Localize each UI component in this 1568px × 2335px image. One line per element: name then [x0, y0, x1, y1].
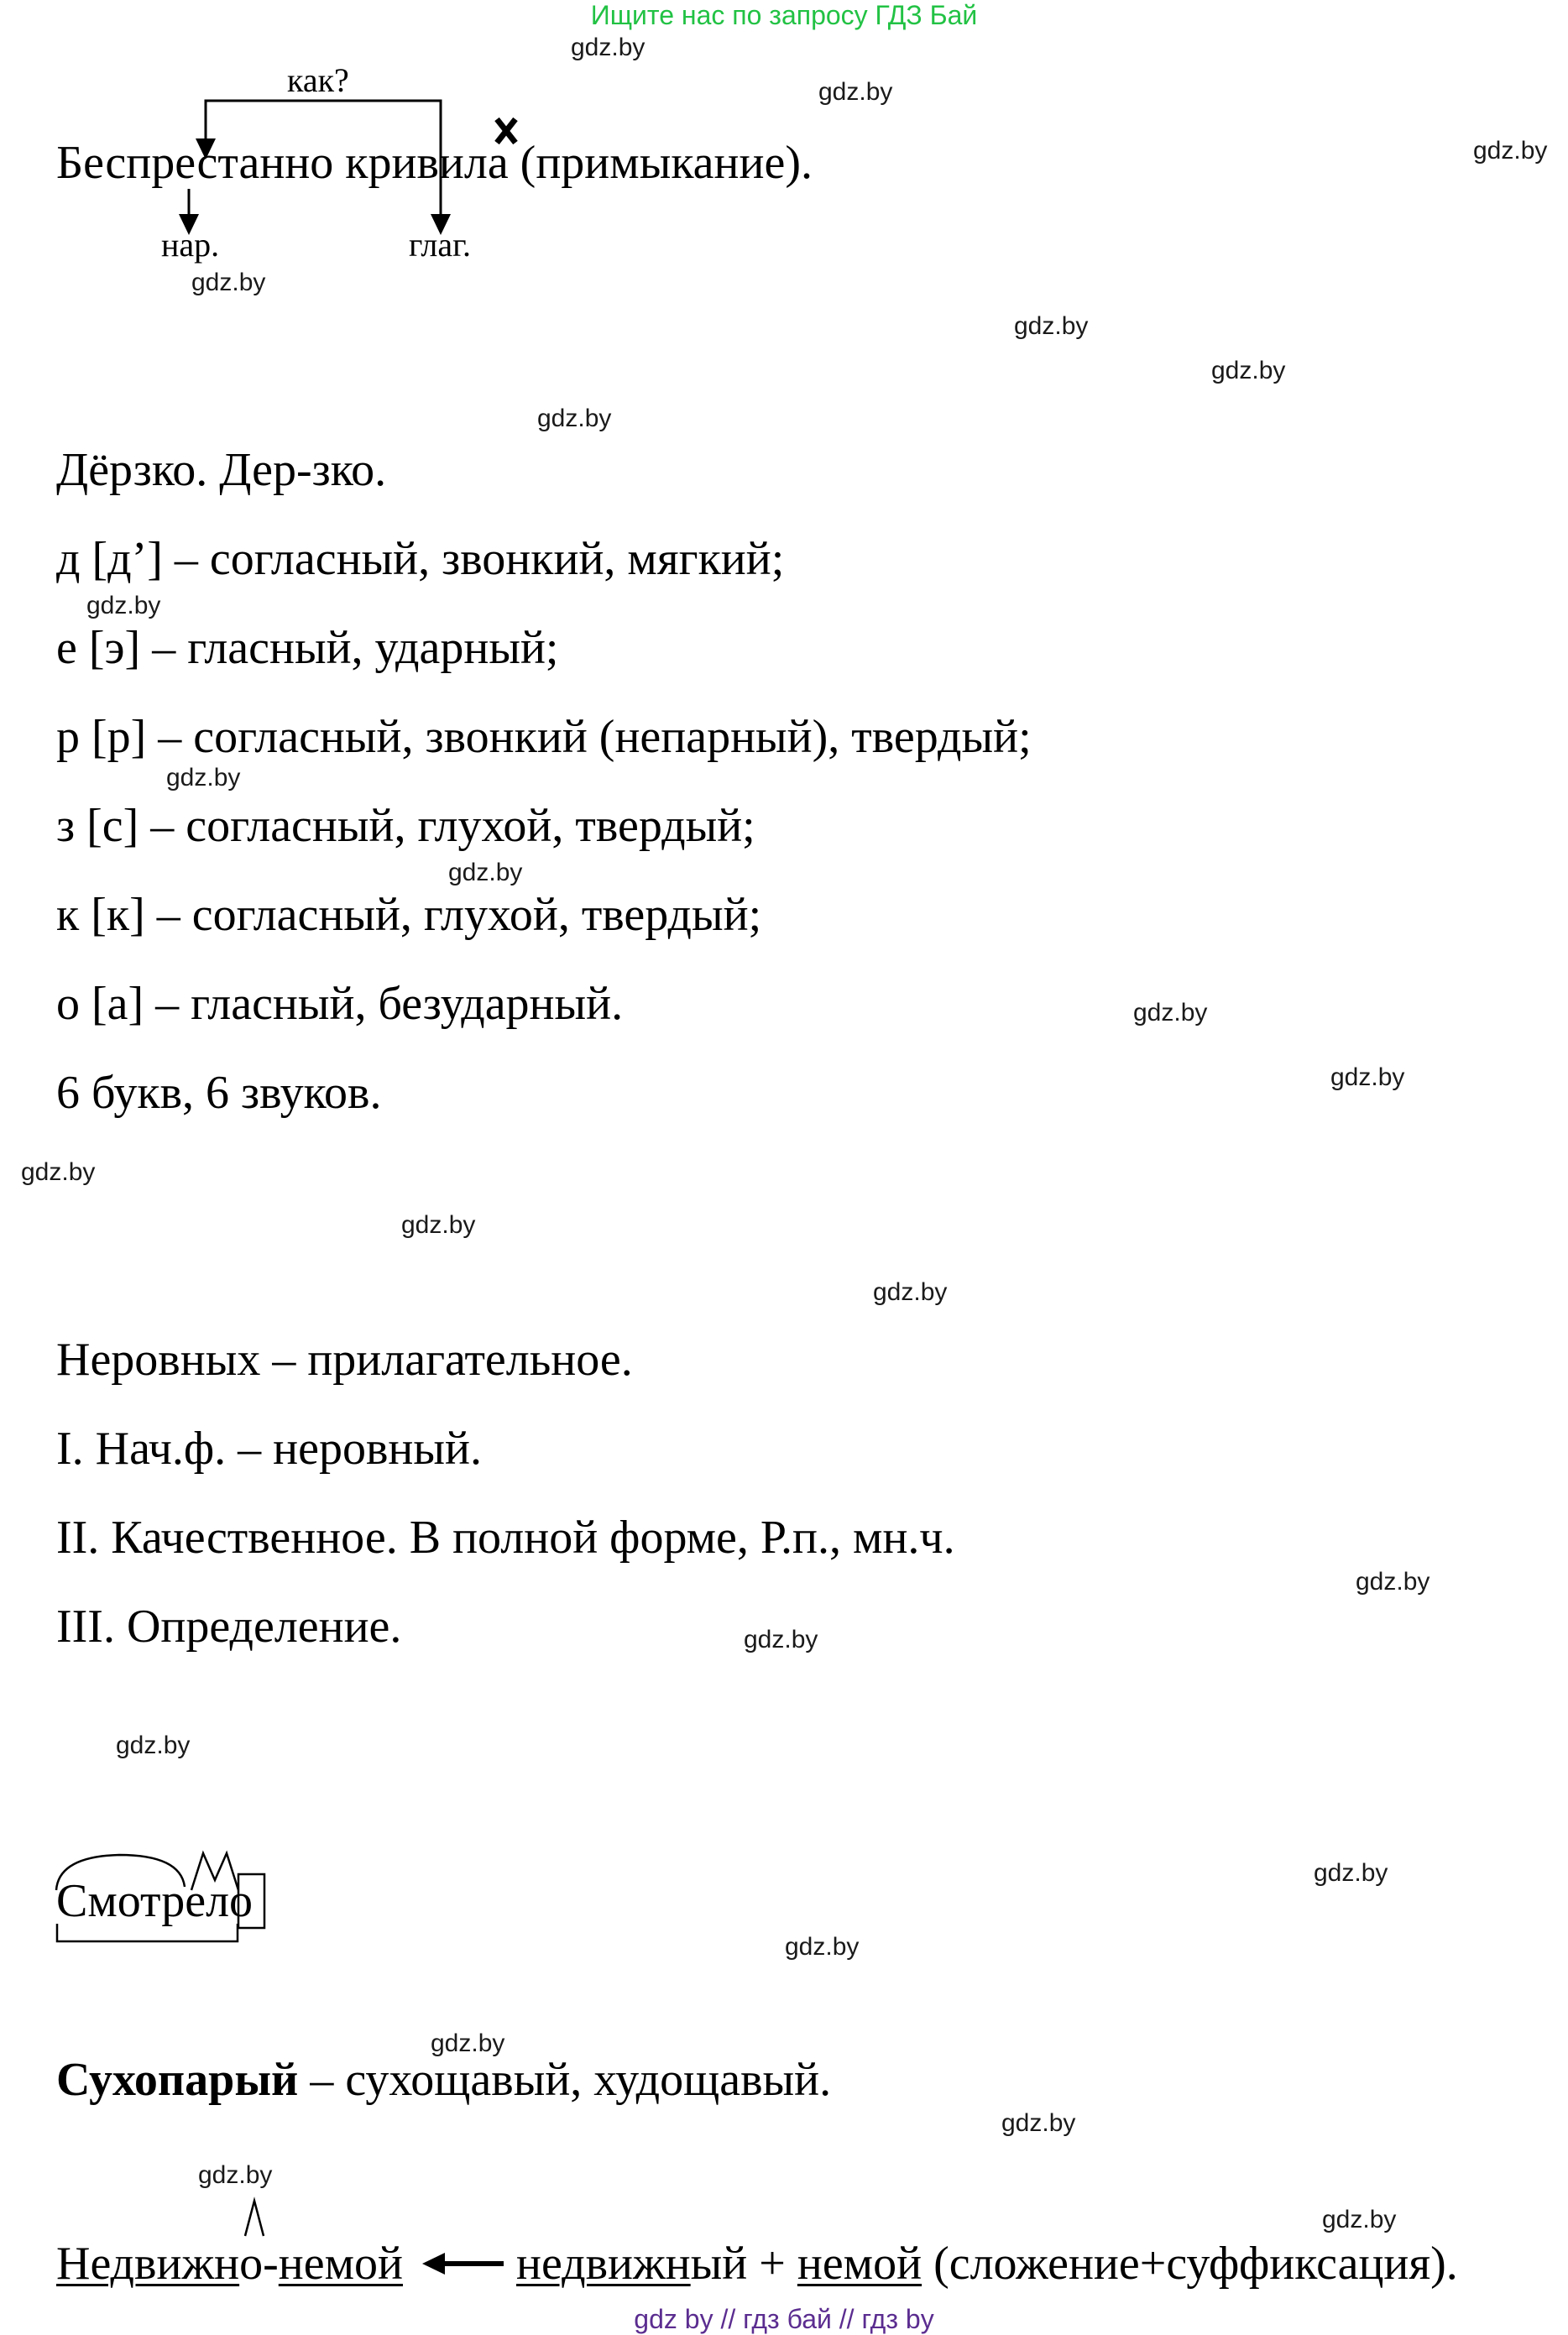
adverb-label: нар.: [161, 226, 220, 264]
watermark: gdz.by: [818, 78, 893, 106]
footer-watermark: gdz by // гдз бай // гдз by: [634, 2304, 934, 2334]
watermark: gdz.by: [1001, 2109, 1076, 2137]
hyphen: -: [263, 2238, 279, 2290]
watermark: gdz.by: [166, 764, 241, 791]
defined-term: Сухопарый: [56, 2054, 299, 2106]
watermark: gdz.by: [1133, 999, 1208, 1026]
watermark: gdz.by: [785, 1933, 860, 1961]
watermark: gdz.by: [1330, 1063, 1405, 1091]
first-stem: Недвижн: [56, 2238, 240, 2290]
word-formation-source: [516, 2237, 1458, 2291]
sound-line: о [а] – гласный, безударный.: [56, 978, 624, 1030]
watermark: gdz.by: [1314, 1859, 1388, 1887]
sound-line: д [д’] – согласный, звонкий, мягкий;: [56, 533, 785, 585]
sound-line: р [р] – согласный, звонкий (непарный), твердый;: [56, 711, 1032, 763]
phrase-sentence: Беспрестанно кривила (примыкание).: [56, 137, 813, 189]
sound-line: е [э] – гласный, ударный;: [56, 622, 559, 674]
plus-sign: +: [747, 2238, 797, 2290]
watermark: gdz.by: [1473, 137, 1548, 165]
search-banner: Ищите нас по запросу ГДЗ Бай: [590, 0, 978, 30]
term-definition: – сухощавый, худощавый.: [298, 2054, 832, 2106]
source-word-two: немой: [797, 2238, 923, 2290]
watermark: gdz.by: [431, 2029, 505, 2057]
sound-line: к [к] – согласный, глухой, твердый;: [56, 889, 762, 941]
word-syllables: Дёрзко. Дер-зко.: [56, 444, 387, 496]
analysis-line: II. Качественное. В полной форме, Р.п., мн.ч.: [56, 1512, 955, 1564]
watermark: gdz.by: [1211, 357, 1286, 384]
second-stem: немой: [278, 2238, 404, 2290]
source-word-ending: ый: [690, 2238, 748, 2290]
word-stem: Смотрел: [56, 1875, 230, 1927]
watermark: gdz.by: [744, 1626, 818, 1653]
watermark: gdz.by: [1322, 2206, 1397, 2233]
watermark: gdz.by: [21, 1158, 96, 1186]
analysis-line: I. Нач.ф. – неровный.: [56, 1423, 482, 1475]
watermark: gdz.by: [116, 1732, 191, 1759]
watermark: gdz.by: [86, 592, 161, 619]
watermark: gdz.by: [1356, 1568, 1430, 1596]
connecting-vowel-mark: [245, 2201, 264, 2236]
derived-word: [56, 2237, 403, 2291]
word-ending: о: [229, 1875, 253, 1927]
watermark: gdz.by: [571, 34, 645, 61]
verb-label: глаг.: [409, 226, 471, 264]
watermark: gdz.by: [448, 859, 523, 886]
connecting-vowel: о: [239, 2238, 264, 2290]
watermark: gdz.by: [873, 1278, 948, 1306]
watermark: gdz.by: [198, 2161, 273, 2189]
source-word-stem: недвижн: [516, 2238, 691, 2290]
watermark: gdz.by: [537, 405, 612, 432]
watermark: gdz.by: [401, 1211, 476, 1239]
watermark: gdz.by: [1014, 312, 1089, 340]
sound-line: з [с] – согласный, глухой, твердый;: [56, 800, 755, 852]
question-label: как?: [287, 61, 349, 99]
letters-sounds-summary: 6 букв, 6 звуков.: [56, 1067, 382, 1119]
formation-method: (сложение+суффиксация).: [922, 2238, 1458, 2290]
derivation-arrowhead: [422, 2253, 445, 2275]
analysis-line: III. Определение.: [56, 1601, 402, 1653]
watermark: gdz.by: [191, 269, 266, 296]
analysis-title: Неровных – прилагательное.: [56, 1334, 633, 1386]
